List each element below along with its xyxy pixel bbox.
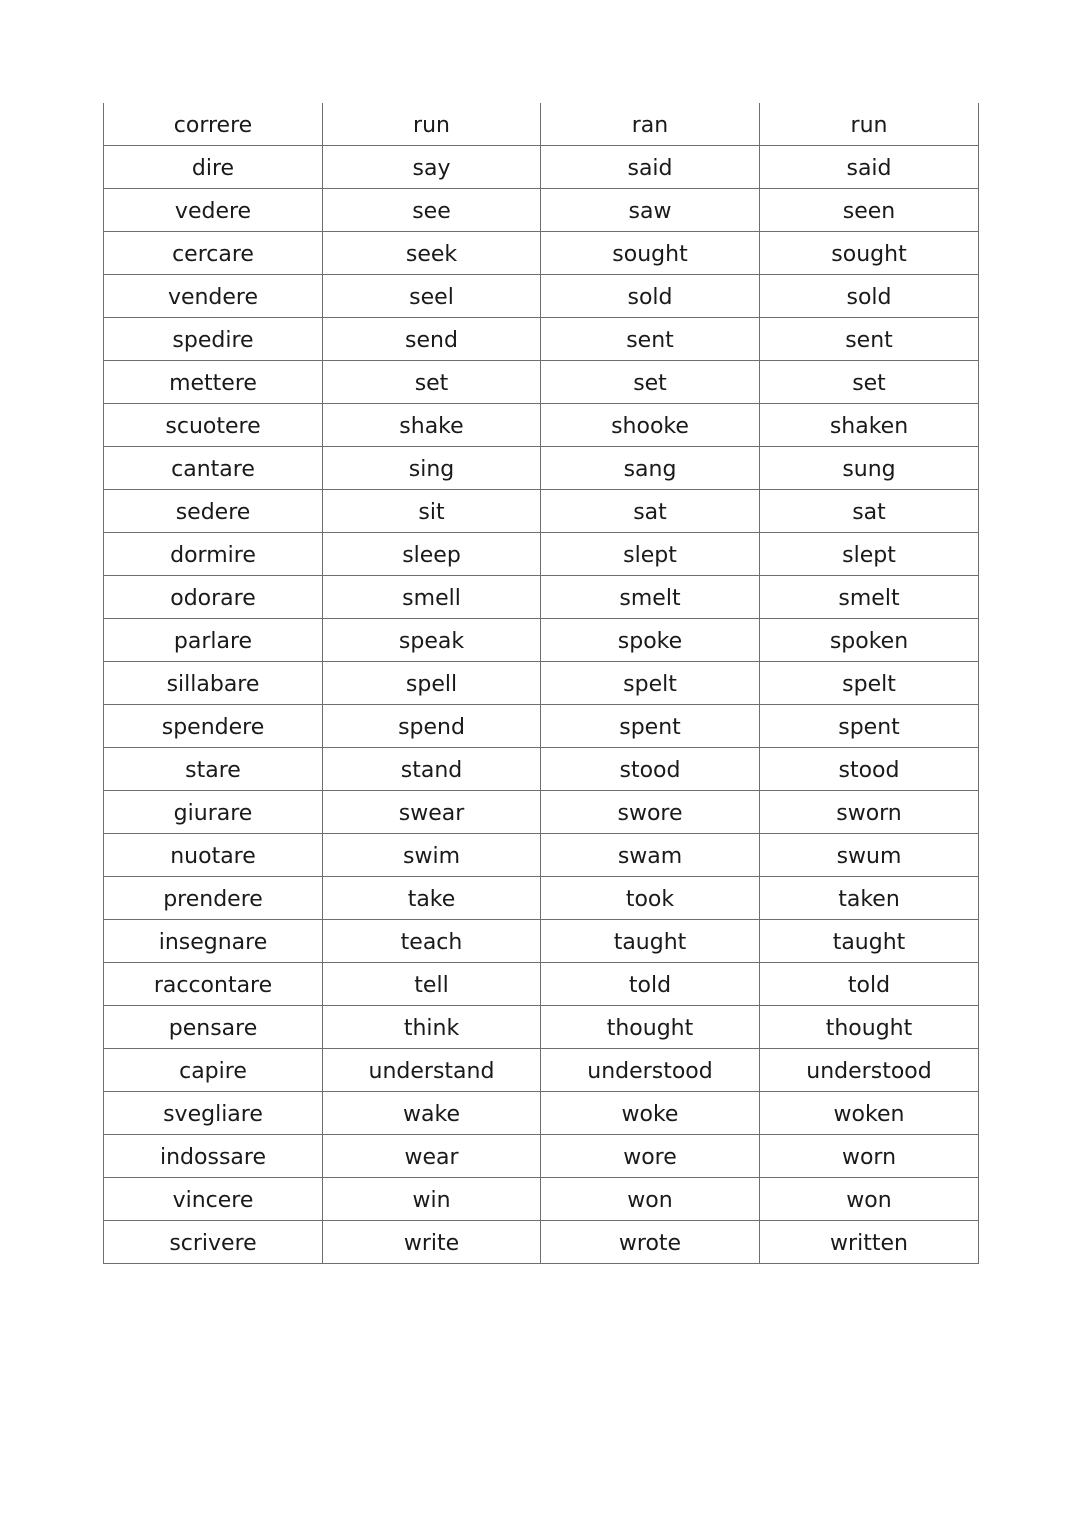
italian-verb-cell bbox=[104, 619, 323, 662]
past-participle-cell bbox=[760, 963, 979, 1006]
cell-text: sang bbox=[623, 457, 677, 482]
past-simple-cell bbox=[541, 189, 760, 232]
cell-text: vedere bbox=[174, 199, 252, 224]
cell-text: take bbox=[407, 887, 456, 912]
past-participle-cell bbox=[760, 361, 979, 404]
italian-verb-cell bbox=[104, 963, 323, 1006]
cell-text: spoke bbox=[617, 629, 683, 654]
cell-text: cercare bbox=[172, 242, 254, 267]
cell-text: smelt bbox=[838, 586, 900, 611]
cell-text: stood bbox=[619, 758, 681, 783]
base-form-cell bbox=[323, 1006, 541, 1049]
past-participle-cell bbox=[760, 619, 979, 662]
table-row bbox=[104, 1221, 979, 1264]
past-participle-cell bbox=[760, 1092, 979, 1135]
past-simple-cell bbox=[541, 404, 760, 447]
base-form-cell bbox=[323, 361, 541, 404]
past-participle-cell bbox=[760, 1221, 979, 1264]
base-form-cell bbox=[323, 1221, 541, 1264]
past-simple-cell bbox=[541, 1135, 760, 1178]
italian-verb-cell bbox=[104, 1178, 323, 1221]
base-form-cell bbox=[323, 103, 541, 146]
table-row bbox=[104, 318, 979, 361]
cell-text: vincere bbox=[172, 1188, 254, 1213]
past-simple-cell bbox=[541, 232, 760, 275]
cell-text: swum bbox=[836, 844, 902, 869]
past-simple-cell bbox=[541, 877, 760, 920]
past-simple-cell bbox=[541, 1092, 760, 1135]
cell-text: dire bbox=[191, 156, 235, 181]
cell-text: won bbox=[627, 1188, 673, 1213]
cell-text: swam bbox=[617, 844, 683, 869]
base-form-cell bbox=[323, 533, 541, 576]
base-form-cell bbox=[323, 576, 541, 619]
cell-text: see bbox=[412, 199, 451, 224]
past-participle-cell bbox=[760, 662, 979, 705]
cell-text: understood bbox=[587, 1059, 713, 1084]
cell-text: thought bbox=[606, 1016, 694, 1041]
past-simple-cell bbox=[541, 103, 760, 146]
base-form-cell bbox=[323, 963, 541, 1006]
table-row bbox=[104, 1135, 979, 1178]
table-row bbox=[104, 490, 979, 533]
italian-verb-cell bbox=[104, 490, 323, 533]
past-simple-cell bbox=[541, 834, 760, 877]
italian-verb-cell bbox=[104, 705, 323, 748]
base-form-cell bbox=[323, 1178, 541, 1221]
base-form-cell bbox=[323, 748, 541, 791]
past-simple-cell bbox=[541, 1221, 760, 1264]
cell-text: slept bbox=[623, 543, 677, 568]
cell-text: sillabare bbox=[166, 672, 260, 697]
cell-text: wake bbox=[403, 1102, 460, 1127]
cell-text: taught bbox=[613, 930, 687, 955]
table-row bbox=[104, 920, 979, 963]
cell-text: won bbox=[846, 1188, 892, 1213]
italian-verb-cell bbox=[104, 146, 323, 189]
cell-text: win bbox=[412, 1188, 451, 1213]
table-row bbox=[104, 404, 979, 447]
cell-text: sent bbox=[626, 328, 674, 353]
cell-text: wear bbox=[404, 1145, 459, 1170]
italian-verb-cell bbox=[104, 318, 323, 361]
past-participle-cell bbox=[760, 705, 979, 748]
cell-text: seen bbox=[842, 199, 896, 224]
cell-text: sleep bbox=[402, 543, 461, 568]
cell-text: sit bbox=[418, 500, 445, 525]
cell-text: run bbox=[413, 113, 450, 138]
past-simple-cell bbox=[541, 963, 760, 1006]
table-row bbox=[104, 877, 979, 920]
table-row bbox=[104, 361, 979, 404]
cell-text: capire bbox=[179, 1059, 247, 1084]
base-form-cell bbox=[323, 232, 541, 275]
table-row bbox=[104, 189, 979, 232]
base-form-cell bbox=[323, 447, 541, 490]
italian-verb-cell bbox=[104, 275, 323, 318]
base-form-cell bbox=[323, 1049, 541, 1092]
past-simple-cell bbox=[541, 791, 760, 834]
italian-verb-cell bbox=[104, 791, 323, 834]
table-row bbox=[104, 834, 979, 877]
cell-text: swim bbox=[403, 844, 460, 869]
table-row bbox=[104, 275, 979, 318]
italian-verb-cell bbox=[104, 103, 323, 146]
cell-text: stare bbox=[185, 758, 241, 783]
cell-text: saw bbox=[628, 199, 672, 224]
table-row bbox=[104, 1092, 979, 1135]
past-participle-cell bbox=[760, 791, 979, 834]
past-participle-cell bbox=[760, 275, 979, 318]
past-simple-cell bbox=[541, 920, 760, 963]
cell-text: sold bbox=[846, 285, 892, 310]
italian-verb-cell bbox=[104, 1135, 323, 1178]
cell-text: seel bbox=[409, 285, 454, 310]
past-simple-cell bbox=[541, 318, 760, 361]
italian-verb-cell bbox=[104, 189, 323, 232]
past-participle-cell bbox=[760, 232, 979, 275]
cell-text: smell bbox=[402, 586, 461, 611]
italian-verb-cell bbox=[104, 404, 323, 447]
table-row bbox=[104, 963, 979, 1006]
base-form-cell bbox=[323, 877, 541, 920]
cell-text: set bbox=[414, 371, 449, 396]
base-form-cell bbox=[323, 404, 541, 447]
past-participle-cell bbox=[760, 1178, 979, 1221]
italian-verb-cell bbox=[104, 1049, 323, 1092]
cell-text: indossare bbox=[160, 1145, 266, 1170]
past-participle-cell bbox=[760, 748, 979, 791]
cell-text: swore bbox=[617, 801, 683, 826]
cell-text: sent bbox=[845, 328, 893, 353]
cell-text: scrivere bbox=[169, 1231, 257, 1256]
cell-text: swear bbox=[398, 801, 465, 826]
italian-verb-cell bbox=[104, 1221, 323, 1264]
cell-text: set bbox=[852, 371, 886, 396]
italian-verb-cell bbox=[104, 877, 323, 920]
cell-text: spendere bbox=[161, 715, 265, 740]
past-simple-cell bbox=[541, 533, 760, 576]
cell-text: sought bbox=[831, 242, 907, 267]
past-simple-cell bbox=[541, 748, 760, 791]
base-form-cell bbox=[323, 619, 541, 662]
cell-text: sung bbox=[842, 457, 896, 482]
past-simple-cell bbox=[541, 1006, 760, 1049]
table-row bbox=[104, 791, 979, 834]
irregular-verbs-table bbox=[103, 103, 979, 1264]
cell-text: smelt bbox=[619, 586, 681, 611]
past-simple-cell bbox=[541, 361, 760, 404]
cell-text: dormire bbox=[170, 543, 256, 568]
verb-table-body bbox=[104, 103, 979, 1264]
past-participle-cell bbox=[760, 533, 979, 576]
past-simple-cell bbox=[541, 490, 760, 533]
table-row bbox=[104, 447, 979, 490]
table-row bbox=[104, 1178, 979, 1221]
cell-text: told bbox=[847, 973, 891, 998]
cell-text: taken bbox=[838, 887, 900, 912]
cell-text: sat bbox=[852, 500, 886, 525]
cell-text: set bbox=[633, 371, 667, 396]
table-row bbox=[104, 748, 979, 791]
cell-text: took bbox=[625, 887, 675, 912]
past-participle-cell bbox=[760, 490, 979, 533]
cell-text: sedere bbox=[175, 500, 251, 525]
cell-text: correre bbox=[173, 113, 253, 138]
cell-text: wrote bbox=[618, 1231, 682, 1256]
cell-text: scuotere bbox=[165, 414, 261, 439]
base-form-cell bbox=[323, 705, 541, 748]
cell-text: worn bbox=[841, 1145, 897, 1170]
cell-text: spelt bbox=[842, 672, 896, 697]
cell-text: tell bbox=[414, 973, 449, 998]
base-form-cell bbox=[323, 920, 541, 963]
italian-verb-cell bbox=[104, 662, 323, 705]
base-form-cell bbox=[323, 275, 541, 318]
cell-text: sought bbox=[612, 242, 688, 267]
cell-text: woken bbox=[833, 1102, 905, 1127]
past-simple-cell bbox=[541, 705, 760, 748]
past-participle-cell bbox=[760, 1006, 979, 1049]
cell-text: stood bbox=[838, 758, 900, 783]
cell-text: nuotare bbox=[170, 844, 256, 869]
cell-text: parlare bbox=[173, 629, 253, 654]
cell-text: spent bbox=[838, 715, 900, 740]
table-row bbox=[104, 662, 979, 705]
cell-text: shooke bbox=[611, 414, 689, 439]
past-participle-cell bbox=[760, 1135, 979, 1178]
table-row bbox=[104, 1049, 979, 1092]
past-participle-cell bbox=[760, 318, 979, 361]
base-form-cell bbox=[323, 791, 541, 834]
cell-text: spedire bbox=[172, 328, 254, 353]
past-simple-cell bbox=[541, 1049, 760, 1092]
italian-verb-cell bbox=[104, 447, 323, 490]
base-form-cell bbox=[323, 662, 541, 705]
cell-text: shaken bbox=[829, 414, 909, 439]
cell-text: sat bbox=[633, 500, 667, 525]
cell-text: said bbox=[846, 156, 892, 181]
base-form-cell bbox=[323, 490, 541, 533]
table-row bbox=[104, 619, 979, 662]
cell-text: vendere bbox=[167, 285, 259, 310]
italian-verb-cell bbox=[104, 232, 323, 275]
cell-text: cantare bbox=[171, 457, 255, 482]
italian-verb-cell bbox=[104, 1006, 323, 1049]
table-row bbox=[104, 146, 979, 189]
cell-text: ran bbox=[631, 113, 669, 138]
italian-verb-cell bbox=[104, 361, 323, 404]
cell-text: slept bbox=[842, 543, 896, 568]
cell-text: understood bbox=[806, 1059, 932, 1084]
past-participle-cell bbox=[760, 447, 979, 490]
table-row bbox=[104, 103, 979, 146]
past-participle-cell bbox=[760, 146, 979, 189]
past-participle-cell bbox=[760, 576, 979, 619]
cell-text: run bbox=[850, 113, 888, 138]
past-participle-cell bbox=[760, 877, 979, 920]
past-participle-cell bbox=[760, 834, 979, 877]
base-form-cell bbox=[323, 146, 541, 189]
cell-text: shake bbox=[399, 414, 464, 439]
past-participle-cell bbox=[760, 1049, 979, 1092]
cell-text: spend bbox=[398, 715, 465, 740]
italian-verb-cell bbox=[104, 920, 323, 963]
base-form-cell bbox=[323, 1092, 541, 1135]
past-participle-cell bbox=[760, 404, 979, 447]
base-form-cell bbox=[323, 834, 541, 877]
cell-text: sold bbox=[627, 285, 673, 310]
cell-text: odorare bbox=[170, 586, 256, 611]
past-simple-cell bbox=[541, 447, 760, 490]
cell-text: said bbox=[627, 156, 673, 181]
table-row bbox=[104, 533, 979, 576]
cell-text: spell bbox=[405, 672, 458, 697]
italian-verb-cell bbox=[104, 1092, 323, 1135]
base-form-cell bbox=[323, 318, 541, 361]
cell-text: told bbox=[628, 973, 672, 998]
cell-text: write bbox=[403, 1231, 460, 1256]
italian-verb-cell bbox=[104, 834, 323, 877]
cell-text: taught bbox=[832, 930, 906, 955]
cell-text: sworn bbox=[836, 801, 902, 826]
table-row bbox=[104, 576, 979, 619]
cell-text: prendere bbox=[163, 887, 263, 912]
italian-verb-cell bbox=[104, 748, 323, 791]
cell-text: written bbox=[830, 1231, 908, 1256]
cell-text: insegnare bbox=[158, 930, 268, 955]
cell-text: understand bbox=[368, 1059, 495, 1084]
cell-text: pensare bbox=[168, 1016, 258, 1041]
past-participle-cell bbox=[760, 920, 979, 963]
cell-text: spoken bbox=[829, 629, 909, 654]
cell-text: mettere bbox=[169, 371, 257, 396]
table-row bbox=[104, 232, 979, 275]
cell-text: wore bbox=[623, 1145, 677, 1170]
cell-text: spent bbox=[619, 715, 681, 740]
past-simple-cell bbox=[541, 1178, 760, 1221]
past-simple-cell bbox=[541, 146, 760, 189]
cell-text: thought bbox=[825, 1016, 913, 1041]
past-simple-cell bbox=[541, 662, 760, 705]
past-simple-cell bbox=[541, 275, 760, 318]
cell-text: send bbox=[405, 328, 458, 353]
cell-text: teach bbox=[400, 930, 463, 955]
table-row bbox=[104, 705, 979, 748]
past-participle-cell bbox=[760, 103, 979, 146]
base-form-cell bbox=[323, 189, 541, 232]
past-simple-cell bbox=[541, 576, 760, 619]
italian-verb-cell bbox=[104, 533, 323, 576]
cell-text: seek bbox=[405, 242, 458, 267]
cell-text: giurare bbox=[173, 801, 253, 826]
cell-text: think bbox=[403, 1016, 460, 1041]
cell-text: raccontare bbox=[153, 973, 273, 998]
cell-text: spelt bbox=[623, 672, 677, 697]
cell-text: sing bbox=[408, 457, 455, 482]
past-simple-cell bbox=[541, 619, 760, 662]
past-participle-cell bbox=[760, 189, 979, 232]
table-row bbox=[104, 1006, 979, 1049]
italian-verb-cell bbox=[104, 576, 323, 619]
cell-text: speak bbox=[398, 629, 465, 654]
cell-text: stand bbox=[400, 758, 463, 783]
cell-text: woke bbox=[621, 1102, 679, 1127]
cell-text: svegliare bbox=[163, 1102, 263, 1127]
base-form-cell bbox=[323, 1135, 541, 1178]
cell-text: say bbox=[412, 156, 451, 181]
